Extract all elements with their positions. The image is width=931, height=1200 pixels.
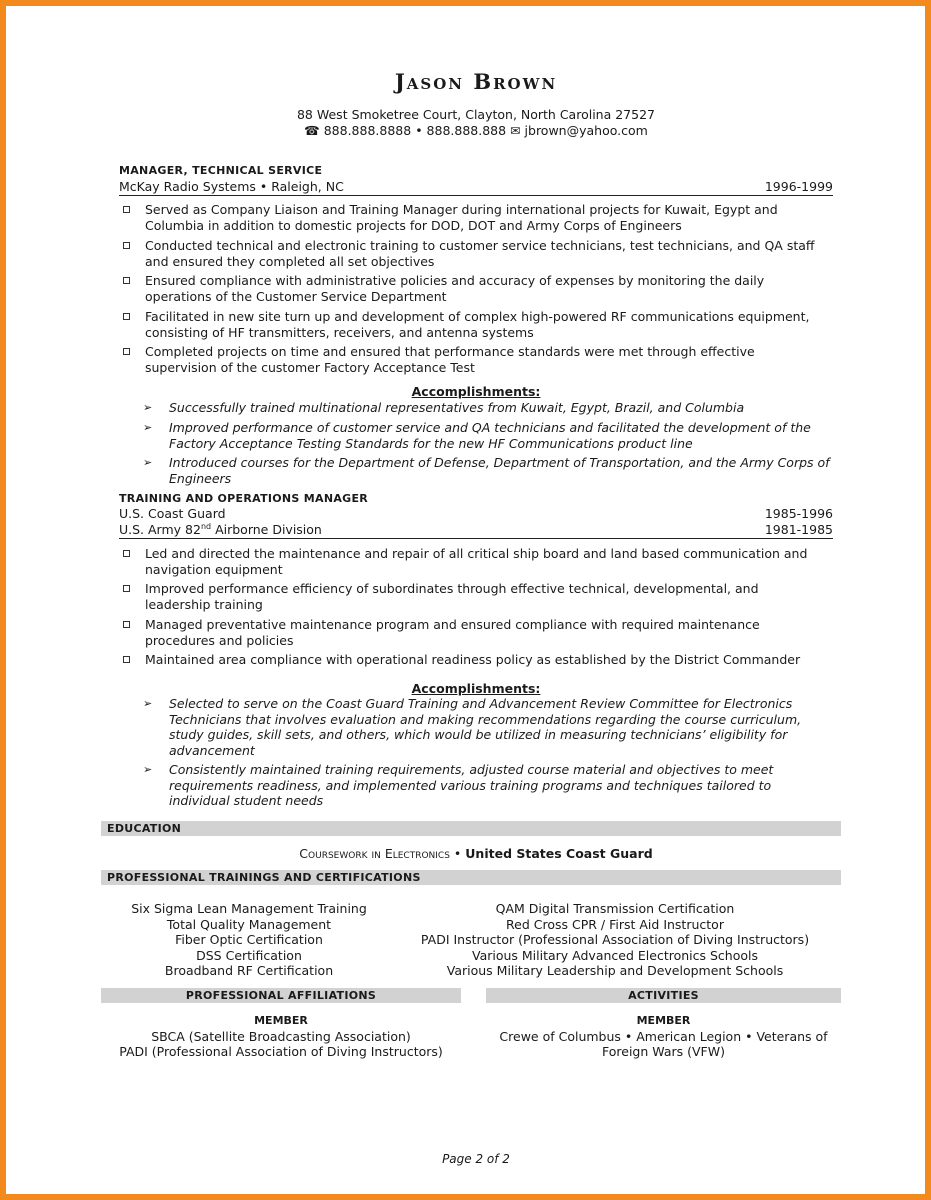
list-item: Served as Company Liaison and Training Manager during international projects for Kuwait, Egypt and Columbia in addition to domestic projects for DOD, DOT and Army Corps of Engineers	[123, 202, 823, 233]
list-item: Improved performance efficiency of subordinates through effective technical, developmental, and leadership training	[123, 581, 823, 612]
phone-secondary: 888.888.888	[426, 123, 507, 138]
page-number: Page 2 of 2	[442, 1152, 510, 1166]
job1-accomplishments-title: Accomplishments:	[411, 384, 541, 399]
job1-employer: McKay Radio Systems • Raleigh, NC	[119, 179, 344, 194]
job2-title: TRAINING AND OPERATIONS MANAGER	[119, 492, 369, 505]
job2-rule	[119, 538, 833, 539]
job1-title: MANAGER, TECHNICAL SERVICE	[119, 164, 323, 177]
activities-line1: Crewe of Columbus • American Legion • Veterans of	[499, 1028, 828, 1044]
envelope-icon: ✉	[510, 123, 521, 138]
accomplishment-item: ➢ Selected to serve on the Coast Guard Training and Advancement Review Committee for Electronics Technicians that involves evaluation and making recommendations regarding the course curriculum, study guides, skill sets, and others, which would be utilized in measuring technicians’ eligibility for advancement	[143, 696, 802, 758]
list-item: Broadband RF Certification	[164, 963, 334, 978]
list-item: Six Sigma Lean Management Training	[131, 901, 367, 916]
address: 88 West Smoketree Court, Clayton, North Carolina 27527	[296, 107, 655, 122]
affiliations-member-label: MEMBER	[254, 1014, 308, 1027]
phone-primary: 888.888.8888	[323, 123, 412, 138]
candidate-name: Jason Brown	[394, 69, 558, 94]
activities-column	[486, 1013, 841, 1060]
activities-line2: Foreign Wars (VFW)	[602, 1044, 725, 1059]
list-item: SBCA (Satellite Broadcasting Association)	[151, 1028, 411, 1044]
list-item: Maintained area compliance with operational readiness policy as established by the District Commander	[123, 652, 823, 668]
affiliations-column	[101, 1013, 461, 1060]
education-course: Coursework in Electronics	[299, 846, 450, 861]
education-line	[113, 846, 839, 861]
education-heading: EDUCATION	[101, 821, 841, 836]
separator-dot: •	[453, 846, 462, 861]
accomplishment-item: ➢ Introduced courses for the Department of Defense, Department of Transportation, and the Army Corps of Engineers	[143, 455, 830, 486]
contact-line	[113, 123, 839, 138]
trainings-heading: PROFESSIONAL TRAININGS AND CERTIFICATIONS	[101, 870, 841, 885]
job1-employer-line	[119, 179, 833, 194]
list-item: Red Cross CPR / First Aid Instructor	[506, 916, 724, 932]
list-item: Led and directed the maintenance and repair of all critical ship board and land based communication and navigation equipment	[123, 546, 823, 577]
accomplishment-item: ➢ Consistently maintained training requirements, adjusted course material and objectives to meet requirements readiness, and implemented various training programs and techniques tailored to individual student needs	[143, 762, 774, 808]
accomplishment-item: ➢ Successfully trained multinational representatives from Kuwait, Egypt, Brazil, and Columbia	[143, 400, 745, 415]
list-item: Ensured compliance with administrative policies and accuracy of expenses by monitoring the daily operations of the Customer Service Department	[123, 273, 823, 304]
trainings-left-column	[113, 901, 385, 979]
separator-dot: •	[415, 123, 423, 138]
job2-employer1: U.S. Coast Guard	[119, 506, 226, 521]
trainings-right-column	[413, 901, 817, 979]
job2-employer2: U.S. Army 82nd Airborne Division	[119, 521, 322, 537]
list-item: Completed projects on time and ensured that performance standards were met through effective supervision of the customer Factory Acceptance Test	[123, 344, 823, 375]
job2-dates1: 1985-1996	[764, 506, 833, 521]
list-item: PADI Instructor (Professional Association of Diving Instructors)	[420, 932, 810, 947]
job1-rule	[119, 195, 833, 196]
job2-accomplishments-title: Accomplishments:	[411, 681, 541, 696]
list-item: Total Quality Management	[166, 916, 332, 932]
accomplishment-item: ➢ Improved performance of customer service and QA technicians and facilitated the development of the Factory Acceptance Testing Standards for the new HF Communications product line	[143, 420, 811, 451]
job2-employer1-line	[119, 506, 833, 521]
list-item: PADI (Professional Association of Diving Instructors)	[119, 1044, 443, 1059]
education-school: United States Coast Guard	[465, 846, 653, 861]
list-item: Various Military Leadership and Development Schools	[446, 963, 784, 978]
list-item: Fiber Optic Certification	[175, 932, 323, 947]
job2-dates2: 1981-1985	[764, 522, 833, 537]
phone-icon: ☎	[304, 123, 320, 138]
email[interactable]: jbrown@yahoo.com	[524, 123, 648, 138]
job2-employer2-line	[119, 522, 833, 537]
activities-member-label: MEMBER	[636, 1014, 691, 1027]
list-item: Conducted technical and electronic training to customer service technicians, test technicians, and QA staff and ensured they completed all set objectives	[123, 238, 823, 269]
list-item: Facilitated in new site turn up and development of complex high-powered RF communications equipment, consisting of HF transmitters, receivers, and antenna systems	[123, 309, 823, 340]
job1-dates: 1996-1999	[764, 179, 833, 194]
activities-heading: ACTIVITIES	[486, 988, 841, 1003]
list-item: DSS Certification	[196, 947, 302, 963]
list-item: Various Military Advanced Electronics Schools	[471, 947, 758, 963]
list-item: QAM Digital Transmission Certification	[495, 901, 735, 916]
list-item: Managed preventative maintenance program and ensured compliance with required maintenance procedures and policies	[123, 617, 823, 648]
affiliations-heading: PROFESSIONAL AFFILIATIONS	[101, 988, 461, 1003]
